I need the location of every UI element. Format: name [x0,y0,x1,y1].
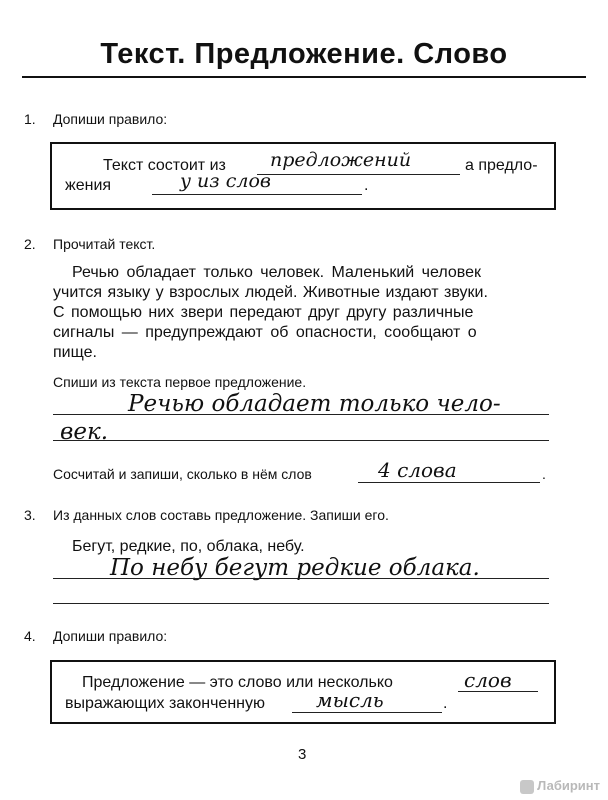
task-4-line1-prefix: Предложение — это слово или несколько [82,674,393,691]
task-1-instruction: Допиши правило: [53,111,168,127]
task-3-instruction: Из данных слов составь предложение. Запиши его. [53,507,389,523]
task-4-handwritten-answer-1: слов [464,668,512,692]
task-2-copy-instruction: Спиши из текста первое предложение. [53,374,307,390]
page-number: 3 [298,746,307,763]
task-2-copy-line-1 [53,414,549,415]
title-underline [22,76,586,78]
task-1-line2-suffix: . [364,177,369,194]
task-2-text-line-3: С помощью них звери передают друг другу различные [53,304,474,321]
task-1-handwritten-answer-1: предложений [270,149,412,171]
task-4-answer-line-2 [292,712,442,713]
task-3-answer-line-2 [53,603,549,604]
task-2-instruction: Прочитай текст. [53,236,156,252]
task-2-text-line-5: пище. [53,344,97,361]
task-2-count-answer-line [358,482,540,483]
task-2-text-line-2: учится языку у взрослых людей. Животные издают звуки. [53,284,488,301]
task-3-words: Бегут, редкие, по, облака, небу. [72,538,305,555]
task-2-handwritten-copy-2: век. [60,419,109,445]
task-4-line2-prefix: выражающих законченную [65,695,265,712]
task-4-line2-suffix: . [443,695,448,712]
task-4-number: 4. [24,628,36,644]
task-1-answer-line-1 [257,174,460,175]
task-3-answer-line-1 [53,578,549,579]
task-2-count-instruction: Сосчитай и запиши, сколько в нём слов [53,466,312,482]
task-1-answer-line-2 [152,194,362,195]
task-4-instruction: Допиши правило: [53,628,168,644]
task-3-number: 3. [24,507,36,523]
task-3-handwritten-answer: По небу бегут редкие облака. [110,555,480,581]
watermark-text: Лабиринт [537,778,600,794]
task-2-text-line-1: Речью обладает только человек. Маленький человек [72,264,481,281]
task-2-text-line-4: сигналы — предупреждают об опасности, сообщают о [53,324,477,341]
task-1-line1-prefix: Текст состоит из [103,157,226,174]
task-1-number: 1. [24,111,36,127]
task-1-line1-suffix: а предло- [465,157,538,174]
page-title: Текст. Предложение. Слово [100,38,508,70]
task-2-count-suffix: . [542,466,546,482]
task-1-line2-prefix: жения [65,177,112,194]
watermark-logo [520,778,600,794]
task-4-handwritten-answer-2: мысль [316,688,384,712]
task-1-handwritten-answer-2: у из слов [180,170,271,192]
task-2-handwritten-copy-1: Речью обладает только чело- [128,391,501,417]
task-2-number: 2. [24,236,36,252]
labirint-logo-icon [520,780,534,794]
task-2-copy-line-2 [53,440,549,441]
task-2-handwritten-count: 4 слова [378,458,457,482]
